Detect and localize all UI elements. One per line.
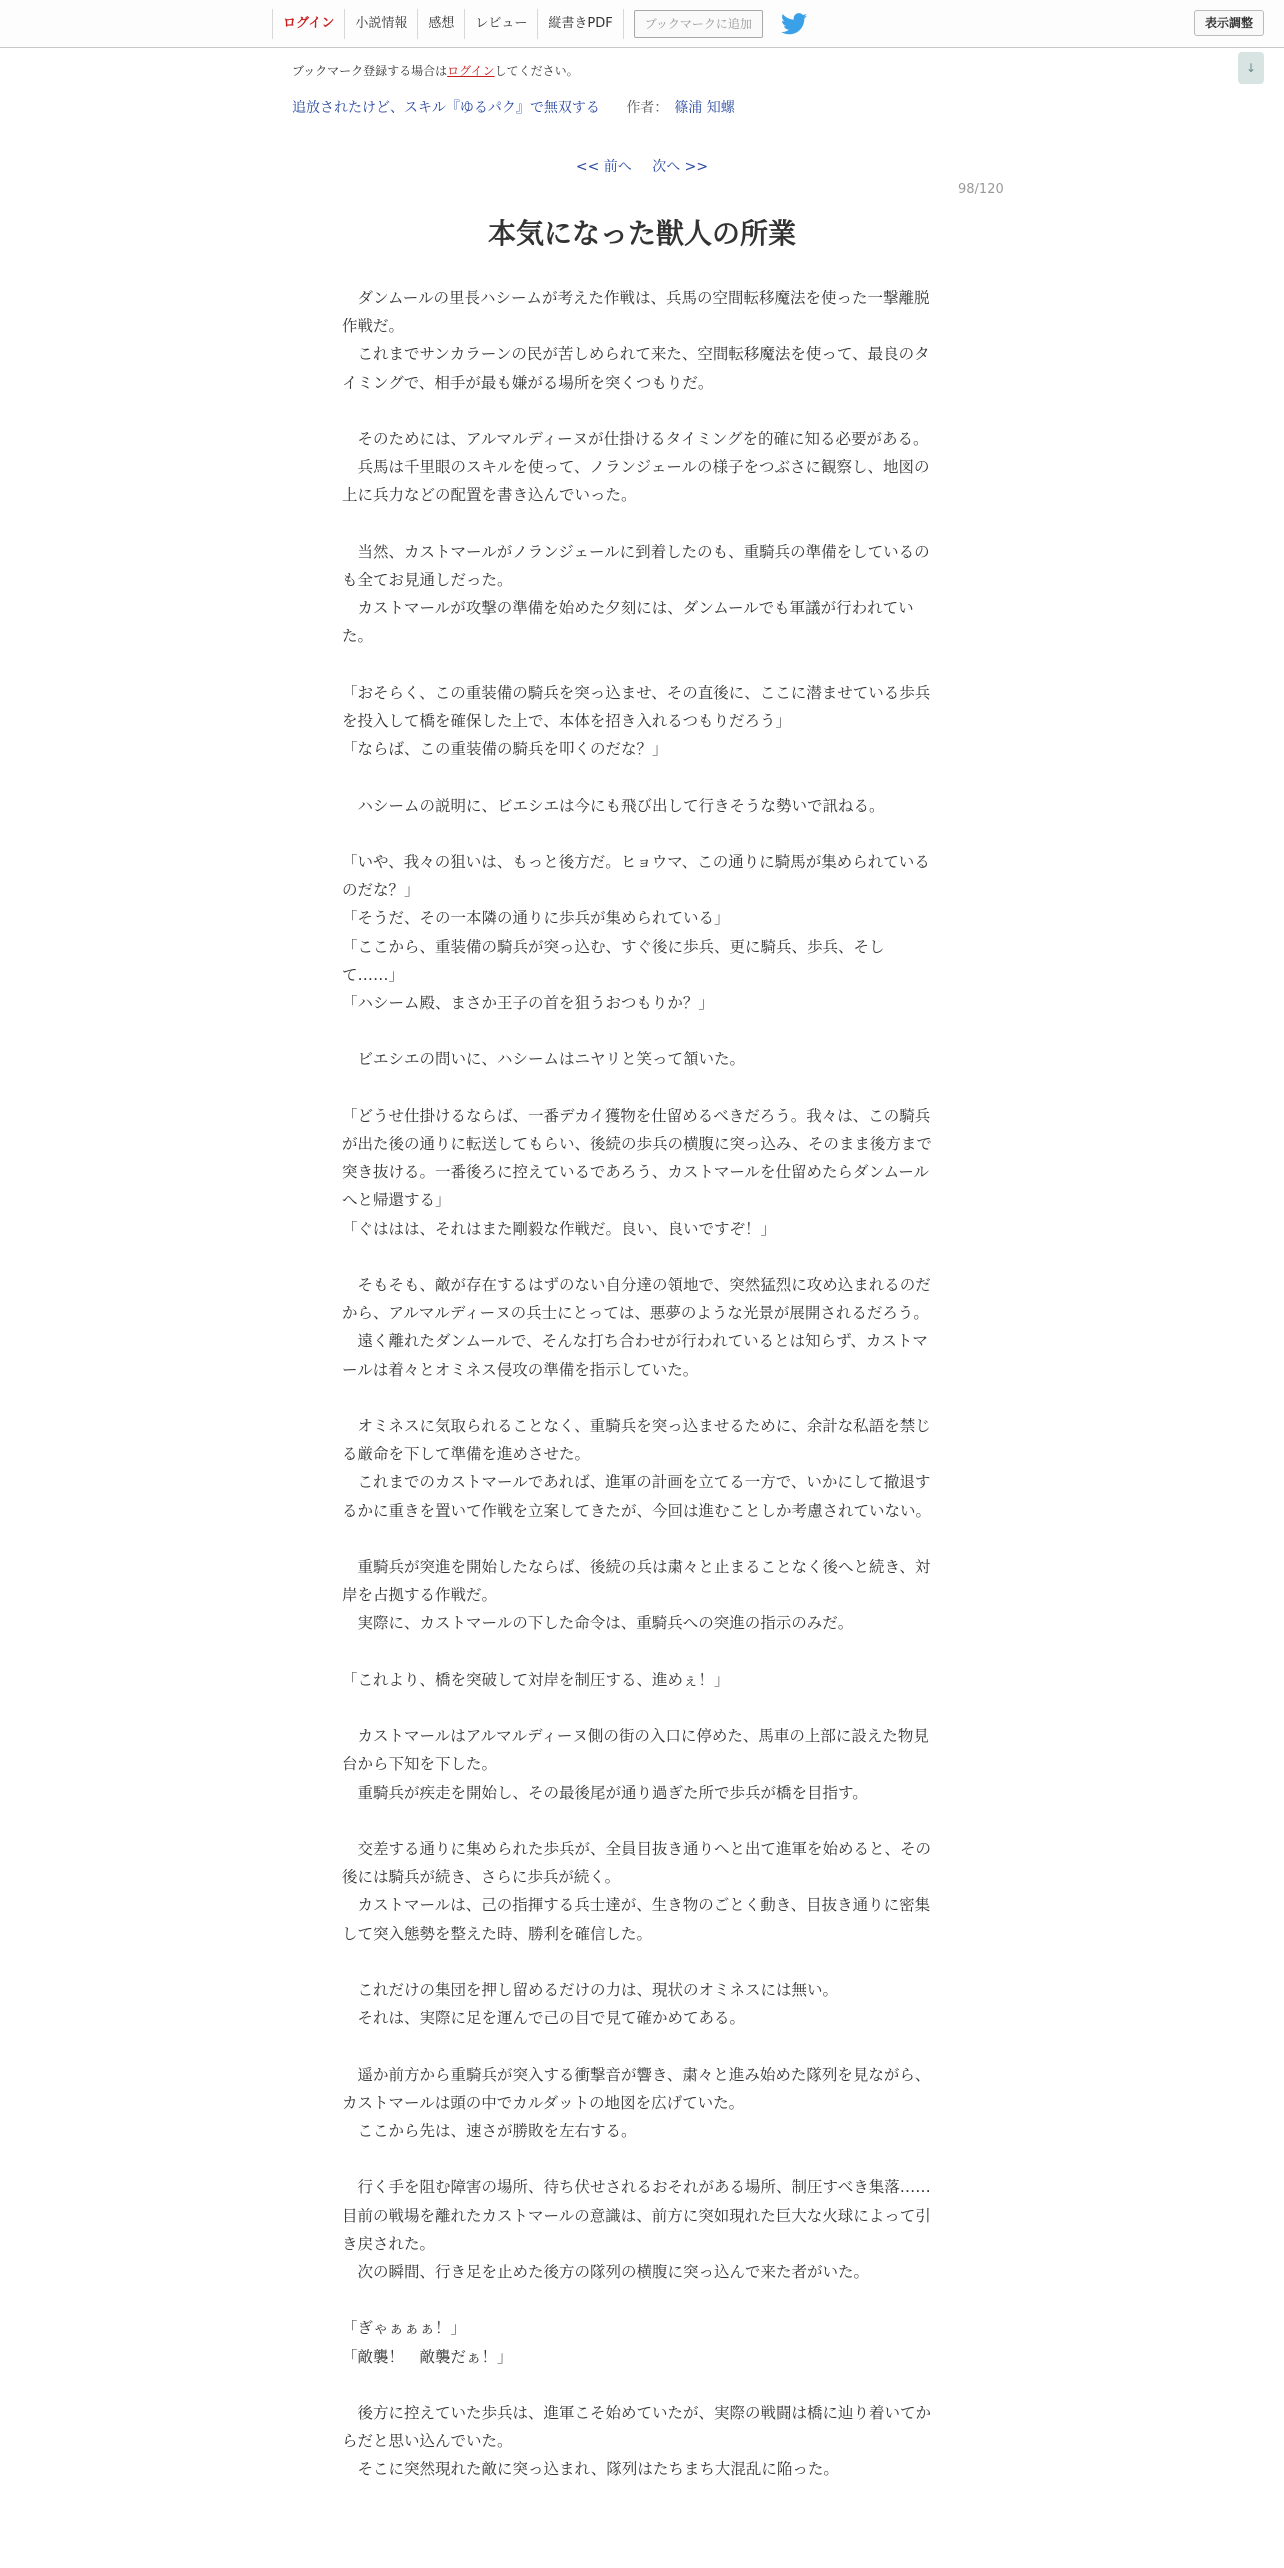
- blank-line: [342, 510, 934, 538]
- blank-line: [342, 1074, 934, 1102]
- review-link[interactable]: レビュー: [464, 9, 537, 39]
- site-header: [0, 0, 1284, 48]
- body-paragraph: それは、実際に足を運んで己の目で見て確かめてある。: [342, 2009, 746, 2028]
- blank-line: [342, 763, 934, 791]
- blank-line: [342, 2371, 934, 2399]
- body-paragraph: ここから先は、速さが勝敗を左右する。: [342, 2121, 637, 2140]
- novel-info: [292, 97, 735, 117]
- twitter-icon[interactable]: [781, 13, 807, 35]
- chapter-body: [342, 284, 934, 2484]
- body-paragraph: 「おそらく、この重装備の騎兵を突っ込ませ、その直後に、ここに潜ませている歩兵を投入して橋を確保した上で、本体を招き入れるつもりだろう」: [342, 683, 931, 730]
- add-bookmark-button[interactable]: ブックマークに追加: [634, 10, 763, 38]
- blank-line: [342, 1638, 934, 1666]
- body-paragraph: そもそも、敵が存在するはずのない自分達の領地で、突然猛烈に攻め込まれるのだから、アルマルディーヌの兵士にとっては、悪夢のような光景が展開されるだろう。: [342, 1275, 931, 1323]
- body-paragraph: 「ならば、この重装備の騎兵を叩くのだな？」: [342, 740, 668, 759]
- body-paragraph: そこに突然現れた敵に突っ込まれ、隊列はたちまち大混乱に陥った。: [342, 2460, 839, 2479]
- body-paragraph: 交差する通りに集められた歩兵が、全員目抜き通りへと出て進軍を始めると、その後には騎兵が続き、さらに歩兵が続く。: [342, 1839, 932, 1887]
- body-paragraph: 「そうだ、その一本隣の通りに歩兵が集められている」: [342, 909, 730, 928]
- body-paragraph: 「ぐははは、それはまた剛毅な作戦だ。良い、良いですぞ！」: [342, 1219, 777, 1238]
- body-paragraph: 「ここから、重装備の騎兵が突っ込む、すぐ後に歩兵、更に騎兵、歩兵、そして……」: [342, 937, 885, 984]
- body-paragraph: 「敵襲！ 敵襲だぁ！」: [342, 2347, 513, 2366]
- blank-line: [342, 2286, 934, 2314]
- blank-line: [342, 1525, 934, 1553]
- body-paragraph: 重騎兵が疾走を開始し、その最後尾が通り過ぎた所で歩兵が橋を目指す。: [342, 1783, 868, 1802]
- top-nav: [272, 8, 807, 40]
- body-paragraph: ダンムールの里長ハシームが考えた作戦は、兵馬の空間転移魔法を使った一撃離脱作戦だ。: [342, 289, 930, 336]
- body-paragraph: これまでのカストマールであれば、進軍の計画を立てる一方で、いかにして撤退するかに重きを置いて作戦を立案してきたが、今回は進むことしか考慮されていない。: [342, 1473, 932, 1520]
- body-paragraph: カストマールが攻撃の準備を始めた夕刻には、ダンムールでも軍議が行われていた。: [342, 599, 914, 646]
- login-notice-text-after: してください。: [494, 64, 579, 78]
- body-paragraph: 「いや、我々の狙いは、もっと後方だ。ヒョウマ、この通りに騎馬が集められているのだな？」: [342, 852, 930, 900]
- body-paragraph: カストマールはアルマルディーヌ側の街の入口に停めた、馬車の上部に設えた物見台から下知を下した。: [342, 1727, 929, 1774]
- body-paragraph: オミネスに気取られることなく、重騎兵を突っ込ませるために、余計な私語を禁じる厳命を下して準備を進めさせた。: [342, 1416, 931, 1464]
- body-paragraph: これだけの集団を押し留めるだけの力は、現状のオミネスには無い。: [342, 1980, 839, 1999]
- blank-line: [342, 1807, 934, 1835]
- blank-line: [342, 651, 934, 679]
- body-paragraph: 後方に控えていた歩兵は、進軍こそ始めていたが、実際の戦闘は橋に辿り着いてからだと思い込んでいた。: [342, 2403, 932, 2451]
- body-paragraph: 遠く離れたダンムールで、そんな打ち合わせが行われているとは知らず、カストマールは着々とオミネス侵攻の準備を指示していた。: [342, 1332, 928, 1379]
- blank-line: [342, 2032, 934, 2060]
- body-paragraph: 兵馬は千里眼のスキルを使って、ノランジェールの様子をつぶさに観察し、地図の上に兵力などの配置を書き込んでいった。: [342, 458, 930, 505]
- impressions-link[interactable]: 感想: [417, 9, 464, 39]
- display-settings-button[interactable]: 表示調整: [1194, 10, 1264, 36]
- body-paragraph: カストマールは、己の指揮する兵士達が、生き物のごとく動き、目抜き通りに密集して突入態勢を整えた時、勝利を確信した。: [342, 1896, 931, 1943]
- novel-title-link[interactable]: 追放されたけど、スキル『ゆるパク』で無双する: [292, 100, 600, 116]
- vertical-pdf-link[interactable]: 縦書きPDF: [537, 9, 623, 39]
- next-chapter-link[interactable]: 次へ >>: [652, 159, 709, 175]
- blank-line: [342, 1243, 934, 1271]
- body-paragraph: 次の瞬間、行き足を止めた後方の隊列の横腹に突っ込んで来た者がいた。: [342, 2262, 870, 2281]
- blank-line: [342, 1384, 934, 1412]
- body-paragraph: 重騎兵が突進を開始したならば、後続の兵は粛々と止まることなく後へと続き、対岸を占拠する作戦だ。: [342, 1557, 931, 1605]
- body-paragraph: 「どうせ仕掛けるならば、一番デカイ獲物を仕留めるべきだろう。我々は、この騎兵が出た後の通りに転送してもらい、後続の歩兵の横腹に突っ込み、そのまま後方まで突き抜ける。一番後ろに控えているであろう、カストマールを仕留めたらダンムールへと帰還する」: [342, 1106, 932, 1210]
- body-paragraph: これまでサンカラーンの民が苦しめられて来た、空間転移魔法を使って、最良のタイミングで、相手が最も嫌がる場所を突くつもりだ。: [342, 345, 930, 392]
- author-link[interactable]: 篠浦 知螺: [674, 100, 735, 116]
- login-link[interactable]: ログイン: [272, 9, 344, 39]
- chapter-pager: [0, 156, 1284, 176]
- body-paragraph: 「これより、橋を突破して対岸を制圧する、進めぇ！」: [342, 1670, 730, 1689]
- blank-line: [342, 1017, 934, 1045]
- novel-info-link[interactable]: 小説情報: [344, 9, 417, 39]
- login-notice: [292, 62, 579, 79]
- author-label: 作者：: [626, 100, 669, 116]
- body-paragraph: 実際に、カストマールの下した命令は、重騎兵への突進の指示のみだ。: [342, 1614, 854, 1633]
- body-paragraph: 行く手を阻む障害の場所、待ち伏せされるおそれがある場所、制圧すべき集落……目前の戦場を離れたカストマールの意識は、前方に突如現れた巨大な火球によって引き戻された。: [342, 2178, 931, 2253]
- prev-chapter-link[interactable]: << 前へ: [575, 159, 632, 175]
- blank-line: [342, 1948, 934, 1976]
- body-paragraph: ビエシエの問いに、ハシームはニヤリと笑って頷いた。: [342, 1050, 746, 1069]
- body-paragraph: 「ハシーム殿、まさか王子の首を狙うおつもりか？」: [342, 994, 714, 1012]
- login-notice-link[interactable]: ログイン: [447, 64, 495, 78]
- chapter-count: 98/120: [958, 182, 1004, 197]
- body-paragraph: 遥か前方から重騎兵が突入する衝撃音が響き、粛々と進み始めた隊列を見ながら、カストマールは頭の中でカルダットの地図を広げていた。: [342, 2065, 931, 2112]
- blank-line: [342, 397, 934, 425]
- scroll-down-button[interactable]: ↓: [1238, 52, 1264, 84]
- login-notice-text-before: ブックマーク登録する場合は: [292, 64, 448, 78]
- body-paragraph: 「ぎゃぁぁぁ！」: [342, 2319, 467, 2338]
- body-paragraph: 当然、カストマールがノランジェールに到着したのも、重騎兵の準備をしているのも全てお見通しだった。: [342, 542, 930, 589]
- body-paragraph: ハシームの説明に、ビエシエは今にも飛び出して行きそうな勢いで訊ねる。: [342, 796, 885, 815]
- chapter-title: 本気になった獣人の所業: [487, 217, 796, 250]
- blank-line: [342, 2145, 934, 2173]
- blank-line: [342, 820, 934, 848]
- blank-line: [342, 1694, 934, 1722]
- body-paragraph: そのためには、アルマルディーヌが仕掛けるタイミングを的確に知る必要がある。: [342, 430, 929, 448]
